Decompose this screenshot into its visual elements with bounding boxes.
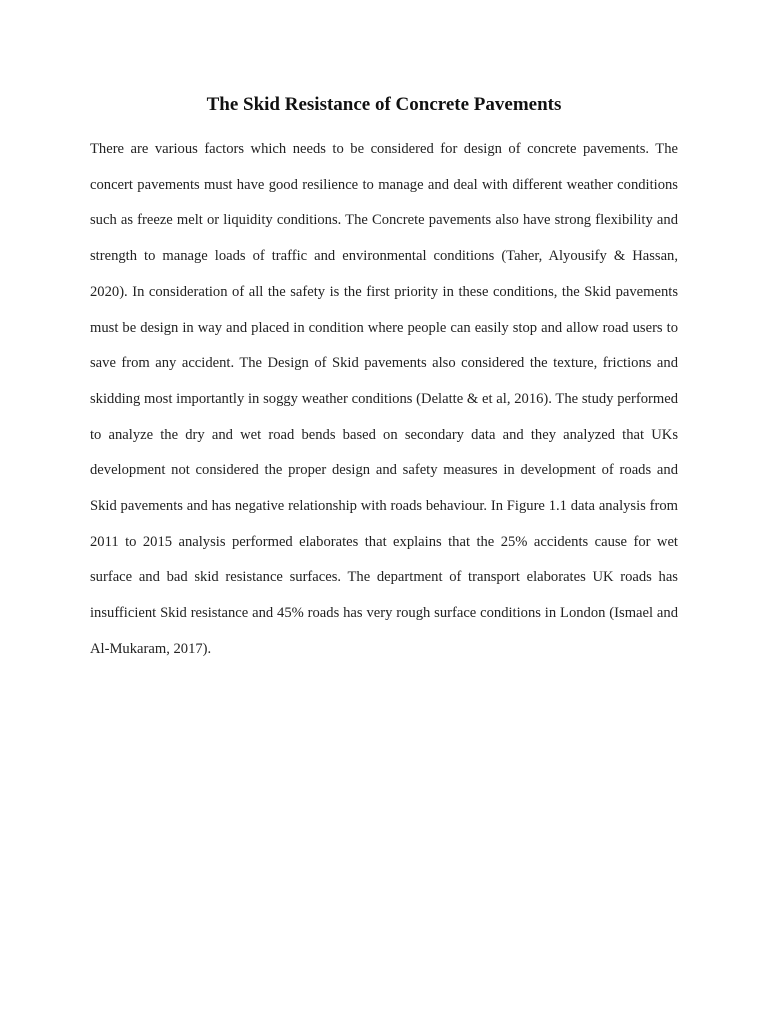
body-paragraph: There are various factors which needs to be considered for design of concrete pavements. The concert pavements must have good resilience to manage and deal with different weather conditions such as freeze melt or liquidity conditions. The Concrete pavements also have strong flexibility and strength to manage loads of traffic and environmental conditions (Taher, Alyousify & Hassan, 2020). In consideration of all the safety is the first priority in these conditions, the Skid pavements must be design in way and placed in condition where people can easily stop and allow road users to save from any accident. The Design of Skid pavements also considered the texture, frictions and skidding most importantly in soggy weather conditions (Delatte & et al, 2016). The study performed to analyze the dry and wet road bends based on secondary data and they analyzed that UKs development not considered the proper design and safety measures in development of roads and Skid pavements and has negative relationship with roads behaviour. In Figure 1.1 data analysis from 2011 to 2015 analysis performed elaborates that explains that the 25% accidents cause for wet surface and bad skid resistance surfaces. The department of transport elaborates UK roads has insufficient Skid resistance and 45% roads has very rough surface conditions in London (Ismael and Al-Mukaram, 2017). [90,141,678,657]
document-title: The Skid Resistance of Concrete Pavements [206,94,562,115]
